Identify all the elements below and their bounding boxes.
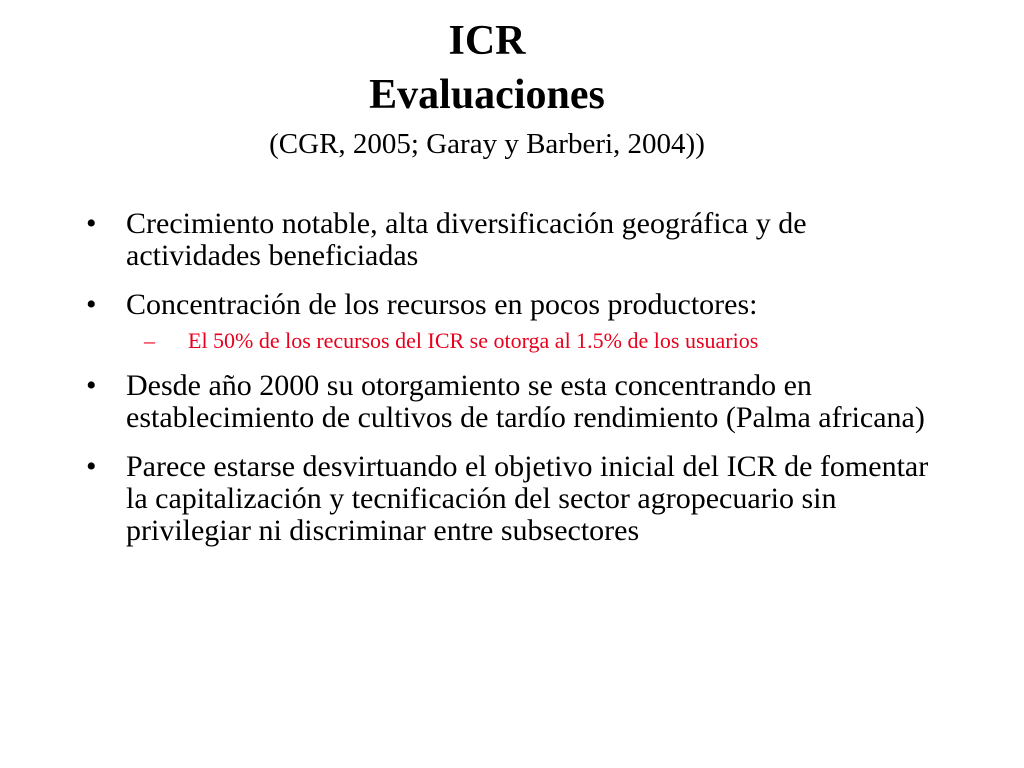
bullet-text: Desde año 2000 su otorgamiento se esta concentrando en establecimiento de cultivos de tardío rendimiento (Palma africana): [126, 369, 925, 434]
title-block: [0, 14, 974, 164]
slide-title: ICR: [448, 18, 526, 64]
bullet-marker-icon: •: [86, 207, 97, 240]
sub-bullet-text: El 50% de los recursos del ICR se otorga al 1.5% de los usuarios: [188, 328, 759, 353]
bullet-list: [86, 208, 936, 564]
bullet-item: [86, 289, 936, 321]
bullet-text: Crecimiento notable, alta diversificación geográfica y de actividades beneficiadas: [126, 207, 807, 272]
sub-bullet-item: [144, 326, 936, 356]
bullet-item: [86, 208, 936, 272]
dash-marker-icon: –: [144, 328, 155, 353]
slide-subtitle-citation: (CGR, 2005; Garay y Barberi, 2004)): [269, 128, 705, 160]
bullet-marker-icon: •: [86, 288, 97, 321]
bullet-marker-icon: •: [86, 369, 97, 402]
bullet-text: Concentración de los recursos en pocos productores:: [126, 288, 758, 321]
slide-title-secondary: Evaluaciones: [369, 72, 605, 118]
bullet-marker-icon: •: [86, 450, 97, 483]
bullet-item: [86, 370, 936, 434]
bullet-item: [86, 451, 936, 547]
bullet-text: Parece estarse desvirtuando el objetivo inicial del ICR de fomentar la capitalización y tecnificación del sector agropecuario sin privilegiar ni discriminar entre subsectores: [126, 450, 929, 547]
